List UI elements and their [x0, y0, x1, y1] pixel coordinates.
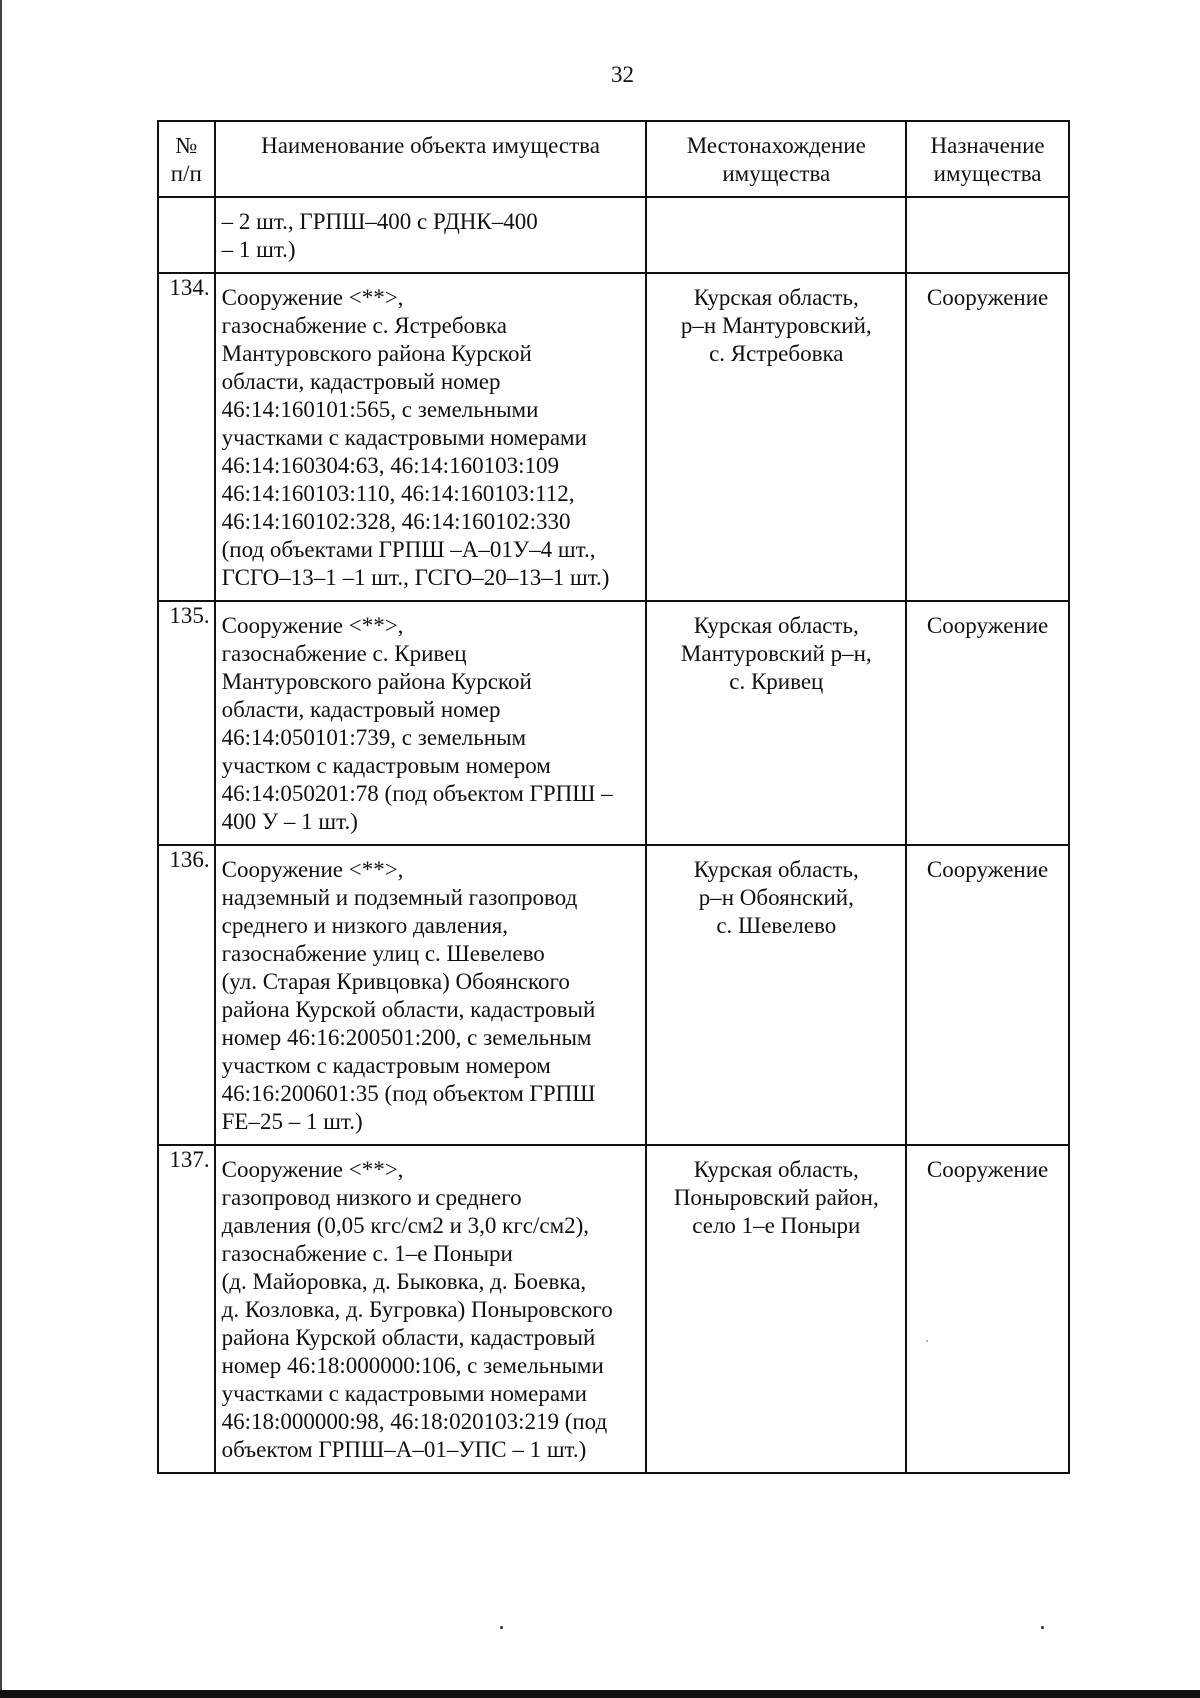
header-num-line: п/п [170, 161, 202, 186]
object-location-cell [646, 1145, 906, 1473]
object-purpose-line: Сооружение [926, 1157, 1049, 1182]
object-name-line: участком с кадастровым номером [221, 1053, 551, 1078]
table-header [158, 121, 1069, 197]
object-name-line: 46:14:160304:63, 46:14:160103:109 [221, 453, 559, 478]
scan-speck [500, 1626, 503, 1629]
header-location-line: Местонахождение [686, 133, 866, 158]
object-name-line: 400 У – 1 шт.) [221, 809, 358, 834]
object-name-line: среднего и низкого давления, [221, 913, 509, 938]
header-location-line: имущества [722, 161, 831, 186]
object-name-line: Сооружение <**>, [221, 1157, 404, 1182]
object-name-line: области, кадастровый номер [221, 369, 501, 394]
object-name-line: д. Козловка, д. Бугровка) Поныровского [221, 1297, 613, 1322]
object-name-line: объектом ГРПШ–А–01–УПС – 1 шт.) [221, 1437, 587, 1462]
object-purpose-line: Сооружение [926, 857, 1049, 882]
object-name-line: Мантуровского района Курской [221, 341, 532, 366]
object-location-line: Поныровский район, [673, 1185, 879, 1210]
object-name-line: 46:14:050101:739, с земельным [221, 725, 527, 750]
row-number: 134. [158, 273, 215, 601]
scan-bottom-edge [0, 1690, 1200, 1698]
object-purpose-cell [906, 1145, 1069, 1473]
row-number: 136. [158, 845, 215, 1145]
object-name-line: участком с кадастровым номером [221, 753, 551, 778]
table-row [158, 845, 1069, 1145]
page-number: 32 [611, 62, 634, 87]
object-name-cell [215, 273, 647, 601]
header-location [646, 121, 906, 197]
object-name-line: номер 46:16:200501:200, с земельным [221, 1025, 592, 1050]
object-purpose-cell [906, 601, 1069, 845]
object-name-line: – 2 шт., ГРПШ–400 с РДНК–400 [221, 209, 538, 234]
object-name-line: Мантуровского района Курской [221, 669, 532, 694]
object-name-line: района Курской области, кадастровый [221, 1325, 596, 1350]
object-name-line: района Курской области, кадастровый [221, 997, 596, 1022]
object-name-line: газоснабжение с. 1–е Поныри [221, 1241, 513, 1266]
object-location-line: с. Ястребовка [709, 341, 844, 366]
object-name-line: Сооружение <**>, [221, 857, 404, 882]
object-location-cell [646, 845, 906, 1145]
object-name-line: газопровод низкого и среднего [221, 1185, 522, 1210]
object-name-cell [215, 601, 647, 845]
object-location-cell [646, 273, 906, 601]
object-name-line: 46:14:160103:110, 46:14:160103:112, [221, 481, 575, 506]
object-name-line: газоснабжение с. Кривец [221, 641, 467, 666]
object-name-line: Сооружение <**>, [221, 285, 404, 310]
table-row [158, 273, 1069, 601]
object-name-line: газоснабжение улиц с. Шевелево [221, 941, 545, 966]
object-name-line: давления (0,05 кгс/см2 и 3,0 кгс/см2), [221, 1213, 590, 1238]
object-name-line: номер 46:18:000000:106, с земельными [221, 1353, 604, 1378]
object-name-line: газоснабжение с. Ястребовка [221, 313, 507, 338]
object-location-line: с. Шевелево [716, 913, 837, 938]
object-location-line: село 1–е Поныри [692, 1213, 861, 1238]
object-purpose-cell [906, 273, 1069, 601]
object-name-cell [215, 1145, 647, 1473]
object-location-line: р–н Мантуровский, [680, 313, 872, 338]
object-name-line: – 1 шт.) [221, 237, 296, 262]
object-location-line: Курская область, [693, 857, 859, 882]
scan-left-edge [0, 0, 2, 1698]
table-row [158, 197, 1069, 273]
object-name-line: (ул. Старая Кривцовка) Обоянского [221, 969, 570, 994]
object-purpose-line: Сооружение [926, 285, 1049, 310]
row-number [158, 197, 215, 273]
object-location-line: Мантуровский р–н, [680, 641, 872, 666]
object-name-line: FE–25 – 1 шт.) [221, 1109, 363, 1134]
header-purpose-line: имущества [933, 161, 1042, 186]
object-name-line: (под объектами ГРПШ –А–01У–4 шт., [221, 537, 596, 562]
scan-speck [926, 1340, 928, 1342]
header-num-line: № [175, 133, 198, 158]
header-name [215, 121, 647, 197]
header-row [158, 121, 1069, 197]
object-location-line: Курская область, [693, 285, 859, 310]
object-location-line: Курская область, [693, 1157, 859, 1182]
object-location-line: с. Кривец [729, 669, 824, 694]
object-location-line: р–н Обоянский, [698, 885, 854, 910]
scan-speck [1041, 1626, 1044, 1629]
object-location-line: Курская область, [693, 613, 859, 638]
table-row [158, 1145, 1069, 1473]
object-name-line: участками с кадастровыми номерами [221, 425, 587, 450]
header-purpose [906, 121, 1069, 197]
object-name-line: надземный и подземный газопровод [221, 885, 578, 910]
object-name-line: 46:16:200601:35 (под объектом ГРПШ [221, 1081, 596, 1106]
header-name-line: Наименование объекта имущества [261, 133, 600, 158]
object-name-line: области, кадастровый номер [221, 697, 501, 722]
object-name-line: 46:14:050201:78 (под объектом ГРПШ – [221, 781, 613, 806]
object-name-cell [215, 197, 647, 273]
object-name-cell [215, 845, 647, 1145]
object-name-line: участками с кадастровыми номерами [221, 1381, 587, 1406]
table-row [158, 601, 1069, 845]
object-name-line: 46:18:000000:98, 46:18:020103:219 (под [221, 1409, 608, 1434]
object-location-cell [646, 601, 906, 845]
property-table [157, 120, 1070, 1474]
row-number: 135. [158, 601, 215, 845]
object-name-line: 46:14:160101:565, с земельными [221, 397, 539, 422]
header-purpose-line: Назначение [930, 133, 1045, 158]
object-purpose-cell [906, 197, 1069, 273]
object-name-line: (д. Майоровка, д. Быковка, д. Боевка, [221, 1269, 587, 1294]
object-name-line: Сооружение <**>, [221, 613, 404, 638]
object-purpose-line: Сооружение [926, 613, 1049, 638]
object-name-line: ГСГО–13–1 –1 шт., ГСГО–20–13–1 шт.) [221, 565, 610, 590]
object-location-cell [646, 197, 906, 273]
header-num [158, 121, 215, 197]
object-name-line: 46:14:160102:328, 46:14:160102:330 [221, 509, 571, 534]
row-number: 137. [158, 1145, 215, 1473]
table-body [158, 197, 1069, 1473]
object-purpose-cell [906, 845, 1069, 1145]
